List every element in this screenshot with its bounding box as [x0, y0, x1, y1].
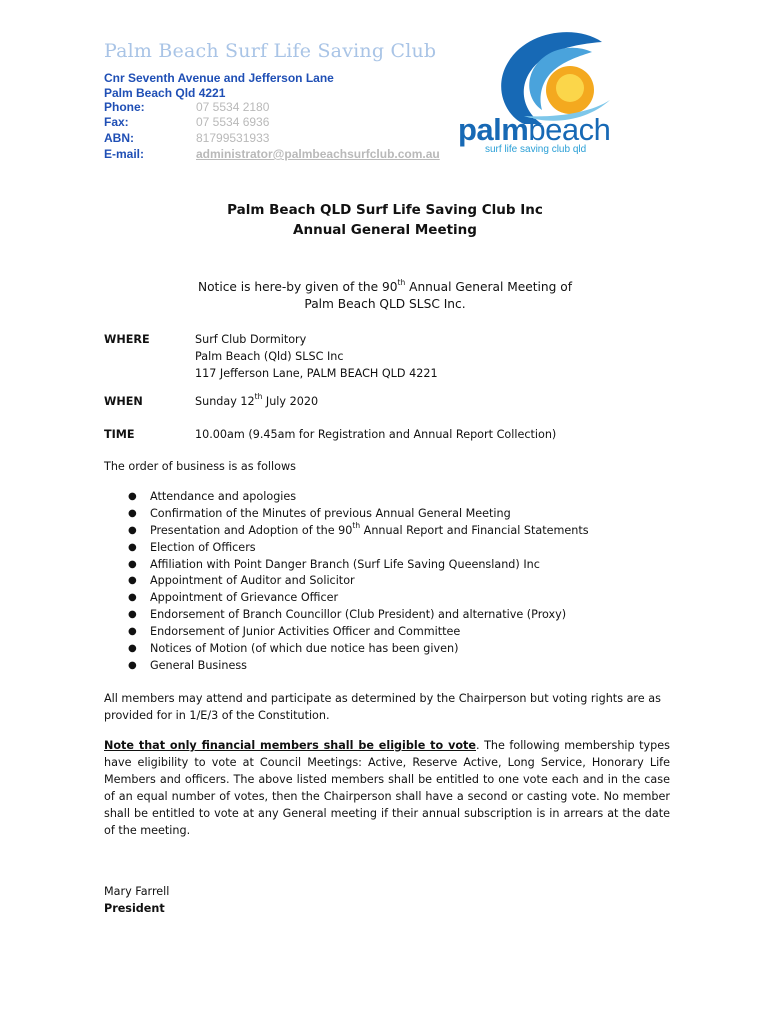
- agenda-item: ● Notices of Motion (of which due notice has been given): [128, 642, 459, 656]
- voting-emphasis: Note that only financial members shall be eligible to vote: [104, 739, 476, 752]
- bullet-icon: ●: [128, 626, 137, 638]
- doc-title-line-2: Annual General Meeting: [293, 222, 477, 238]
- notice-line-2: Palm Beach QLD SLSC Inc.: [304, 297, 466, 311]
- logo-word-palm: palm: [458, 112, 529, 147]
- bullet-icon: ●: [128, 558, 137, 570]
- abn-value: 81799531933: [196, 131, 270, 145]
- time-value: 10.00am (9.45am for Registration and Annual Report Collection): [195, 428, 557, 441]
- bullet-icon: ●: [128, 541, 137, 553]
- bullet-icon: ●: [128, 659, 137, 671]
- agenda-item: ● Confirmation of the Minutes of previous Annual General Meeting: [128, 506, 511, 520]
- bullet-icon: ●: [128, 609, 137, 621]
- members-paragraph: All members may attend and participate as determined by the Chairperson but voting rights are as provided for in 1/E/3 of the Constitution.: [104, 692, 661, 722]
- when-label: WHEN: [104, 395, 143, 408]
- when-text-post: July 2020: [262, 395, 319, 408]
- agenda-item: ● Affiliation with Point Danger Branch (Surf Life Saving Queensland) Inc: [128, 557, 540, 571]
- phone-label: Phone:: [104, 100, 145, 114]
- agenda-list: [104, 488, 589, 674]
- agenda-item: ● Attendance and apologies: [128, 490, 297, 503]
- bullet-icon: ●: [128, 592, 137, 604]
- where-line-1: Surf Club Dormitory: [195, 333, 307, 346]
- agenda-item: ● Presentation and Adoption of the 90th Annual Report and Financial Statements: [128, 521, 589, 537]
- palm-beach-logo-icon: [484, 28, 614, 124]
- doc-title-line-1: Palm Beach QLD Surf Life Saving Club Inc: [227, 202, 543, 218]
- agenda-item: ● Appointment of Grievance Officer: [128, 591, 339, 605]
- agenda-item: ● Election of Officers: [128, 540, 256, 554]
- time-label: TIME: [104, 428, 135, 441]
- notice-text-post: Annual General Meeting of: [405, 280, 573, 294]
- when-value: [195, 393, 318, 410]
- notice-superscript: th: [397, 277, 406, 287]
- agenda-item: ● Appointment of Auditor and Solicitor: [128, 574, 355, 588]
- bullet-icon: ●: [128, 643, 137, 655]
- order-intro: The order of business is as follows: [104, 460, 296, 473]
- voting-text: . The following membership types have eligibility to vote at Council Meetings: Active, Reserve Active, Long Service, Honorary Life Members and officers. The above listed members shall be entitled to one vote each and in the case of an equal number of votes, then the Chairperson shall have a second or casting vote. No member shall be entitled to vote at any General meeting if their annual subscription is in arrears at the date of the meeting.: [104, 739, 670, 837]
- bullet-icon: ●: [128, 507, 137, 519]
- fax-value: 07 5534 6936: [196, 115, 270, 129]
- signature-name: Mary Farrell: [104, 885, 170, 898]
- voting-paragraph: [104, 737, 670, 839]
- where-line-3: 117 Jefferson Lane, PALM BEACH QLD 4221: [195, 367, 438, 380]
- signature-role: President: [104, 902, 165, 915]
- notice-line-1: [0, 279, 770, 296]
- bullet-icon: ●: [128, 491, 137, 502]
- where-label: WHERE: [104, 333, 150, 346]
- agenda-item: ● Endorsement of Branch Councillor (Club President) and alternative (Proxy): [128, 608, 567, 622]
- logo-wordmark: [458, 112, 610, 148]
- email-label: E-mail:: [104, 147, 145, 161]
- logo-sun-core: [556, 74, 584, 102]
- notice-text-pre: Notice is here-by given of the 90: [197, 280, 398, 294]
- email-link[interactable]: administrator@palmbeachsurfclub.com.au: [196, 147, 440, 161]
- logo-word-beach: beach: [528, 112, 611, 147]
- where-line-2: Palm Beach (Qld) SLSC Inc: [195, 350, 344, 363]
- club-name: Palm Beach Surf Life Saving Club: [104, 40, 437, 62]
- when-text-pre: Sunday 12: [195, 395, 255, 408]
- bullet-icon: ●: [128, 575, 137, 587]
- phone-value: 07 5534 2180: [196, 100, 270, 114]
- address-line-2: Palm Beach Qld 4221: [104, 86, 226, 100]
- when-superscript: th: [254, 392, 263, 402]
- fax-label: Fax:: [104, 115, 129, 129]
- agenda-item: ● Endorsement of Junior Activities Officer and Committee: [128, 625, 461, 639]
- address-line-1: Cnr Seventh Avenue and Jefferson Lane: [104, 71, 334, 85]
- abn-label: ABN:: [104, 131, 134, 145]
- agenda-item: ● General Business: [128, 658, 247, 672]
- logo-tagline: surf life saving club qld: [485, 144, 587, 155]
- bullet-icon: ●: [128, 524, 137, 536]
